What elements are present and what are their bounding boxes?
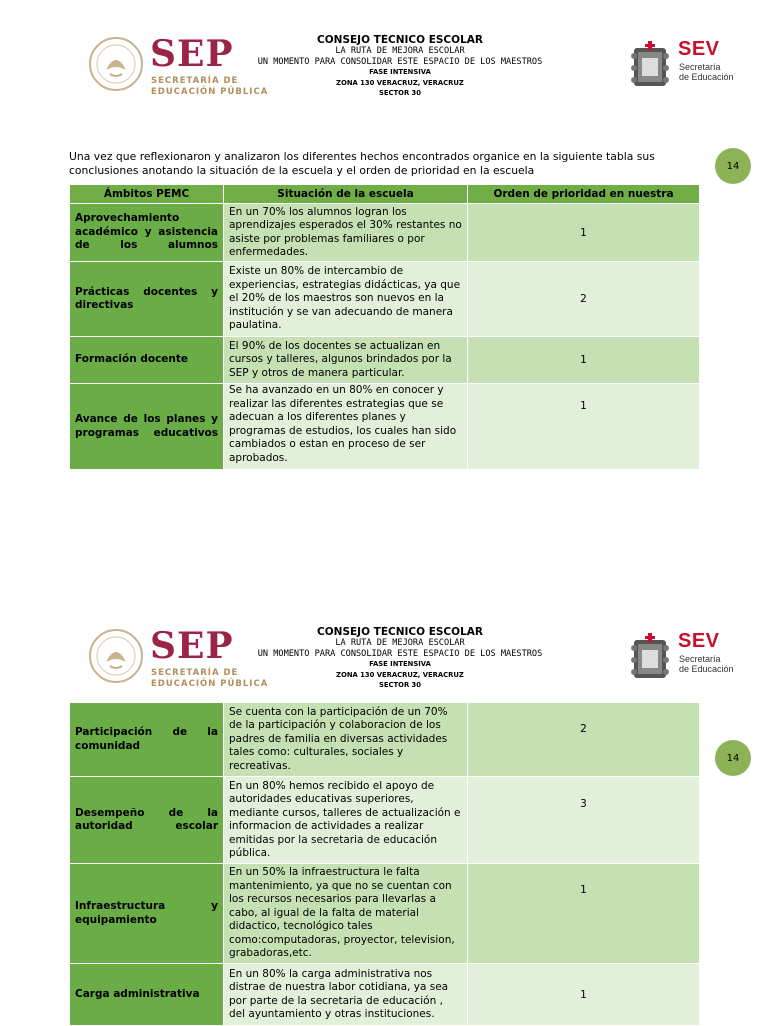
sev-logo-word: SEV [678,630,720,652]
mexico-seal-icon [88,36,144,92]
header-line-4: ZONA 130 VERACRUZ, VERACRUZ [336,78,464,87]
situacion-cell: En un 80% la carga administrativa nos distrae de nuestra labor cotidiana, ya sea por parte de la secretaria de educación , del ayuntamiento y otras instituciones. [224,964,468,1026]
page-number-badge: 14 [715,740,751,776]
sep-logo-word: SEP [150,625,234,667]
ambito-cell: Prácticas docentes y directivas [70,262,224,337]
orden-cell: 3 [468,777,700,864]
situacion-cell: En un 70% los alumnos logran los aprendizajes esperados el 30% restantes no asiste por problemas familiares o por enfermedades. [224,204,468,262]
veracruz-emblem-icon [628,632,672,682]
sev-logo-sub1: Secretaría [679,654,721,664]
column-header-situacion: Situación de la escuela [224,185,468,204]
sep-logo-sub2: EDUCACIÓN PÚBLICA [151,87,269,97]
sev-logo-sub1: Secretaría [679,62,721,72]
sev-logo-subtitle [679,62,734,82]
sev-logo-sub2: de Educación [679,72,734,82]
ambito-cell: Participación de la comunidad [70,703,224,777]
situacion-cell: Se cuenta con la participación de un 70% de la participación y colaboracion de los padres de familia en diversas actividades tales como: culturales, sociales y recreativas. [224,703,468,777]
column-header-orden: Orden de prioridad en nuestra [468,185,700,204]
header-line-1: LA RUTA DE MEJORA ESCOLAR [335,46,465,56]
mexico-seal-icon [88,628,144,684]
table-row [70,703,700,777]
ambito-cell: Infraestructura y equipamiento [70,864,224,964]
header-title: CONSEJO TÉCNICO ESCOLAR [317,626,483,638]
table-header-row [70,185,700,204]
ambito-cell: Formación docente [70,337,224,384]
orden-cell: 1 [468,864,700,964]
situacion-cell: El 90% de los docentes se actualizan en cursos y talleres, algunos brindados por la SEP y otros de manera particular. [224,337,468,384]
sep-logo-word: SEP [150,33,234,75]
header-line-2: UN MOMENTO PARA CONSOLIDAR ESTE ESPACIO DE LOS MAESTROS [257,648,543,659]
orden-cell: 1 [468,337,700,384]
header-title: CONSEJO TÉCNICO ESCOLAR [317,34,483,46]
pemc-table-page-1 [69,184,700,470]
orden-cell: 1 [468,204,700,262]
table-row [70,777,700,864]
orden-cell: 2 [468,703,700,777]
sev-logo-sub2: de Educación [679,664,734,674]
sep-logo-sub1: SECRETARÍA DE [151,76,239,86]
header-line-3: FASE INTENSIVA [369,68,431,76]
table-row [70,262,700,337]
page-number-badge: 14 [715,148,751,184]
intro-paragraph: Una vez que reflexionaron y analizaron los diferentes hechos encontrados organice en la siguiente tabla sus conclusiones anotando la situación de la escuela y el orden de prioridad en la escuela [69,150,655,177]
table-row [70,964,700,1026]
header-line-1: LA RUTA DE MEJORA ESCOLAR [335,638,465,648]
sep-logo-sub2: EDUCACIÓN PÚBLICA [151,679,269,689]
table-row [70,337,700,384]
table-row [70,204,700,262]
document-page-2 [0,512,768,1024]
header-line-5: SECTOR 30 [379,681,421,689]
orden-cell: 1 [468,384,700,470]
ambito-cell: Avance de los planes y programas educativos [70,384,224,470]
table-row [70,384,700,470]
orden-cell: 1 [468,964,700,1026]
situacion-cell: Existe un 80% de intercambio de experiencias, estrategias didácticas, ya que el 20% de los maestros son nuevos en la institución y se van adecuando de manera paulatina. [224,262,468,337]
header-line-3: FASE INTENSIVA [369,660,431,668]
header-text-block [230,34,570,104]
veracruz-emblem-icon [628,40,672,90]
situacion-cell: En un 80% hemos recibido el apoyo de autoridades educativas superiores, mediante cursos, talleres de actualización e informacion de actividades a realizar emitidas por la secretaria de educación pública. [224,777,468,864]
sev-logo-word: SEV [678,38,720,60]
column-header-ambitos: Ámbitos PEMC [70,185,224,204]
sev-logo-subtitle [679,654,734,674]
ambito-cell: Aprovechamiento académico y asistencia de los alumnos [70,204,224,262]
header-line-5: SECTOR 30 [379,89,421,97]
orden-cell: 2 [468,262,700,337]
ambito-cell: Carga administrativa [70,964,224,1026]
situacion-cell: En un 50% la infraestructura le falta mantenimiento, ya que no se cuentan con los recursos necesarios para llevarlas a cabo, al igual de la falta de material didactico, tecnológico tales como:computadoras, proyector, television, grabadoras,etc. [224,864,468,964]
table-row [70,864,700,964]
page-header [0,34,768,104]
ambito-cell: Desempeño de la autoridad escolar [70,777,224,864]
header-line-2: UN MOMENTO PARA CONSOLIDAR ESTE ESPACIO DE LOS MAESTROS [257,56,543,67]
sep-logo-sub1: SECRETARÍA DE [151,668,239,678]
pemc-table-page-2 [69,702,700,1026]
document-page-1 [0,0,768,512]
header-line-4: ZONA 130 VERACRUZ, VERACRUZ [336,670,464,679]
situacion-cell: Se ha avanzado en un 80% en conocer y realizar las diferentes estrategias que se adecuan a los diferentes planes y programas de estudios, los cuales han sido cambiados o estan en proceso de ser aprobados. [224,384,468,470]
header-text-block [230,626,570,696]
page-header [0,626,768,696]
